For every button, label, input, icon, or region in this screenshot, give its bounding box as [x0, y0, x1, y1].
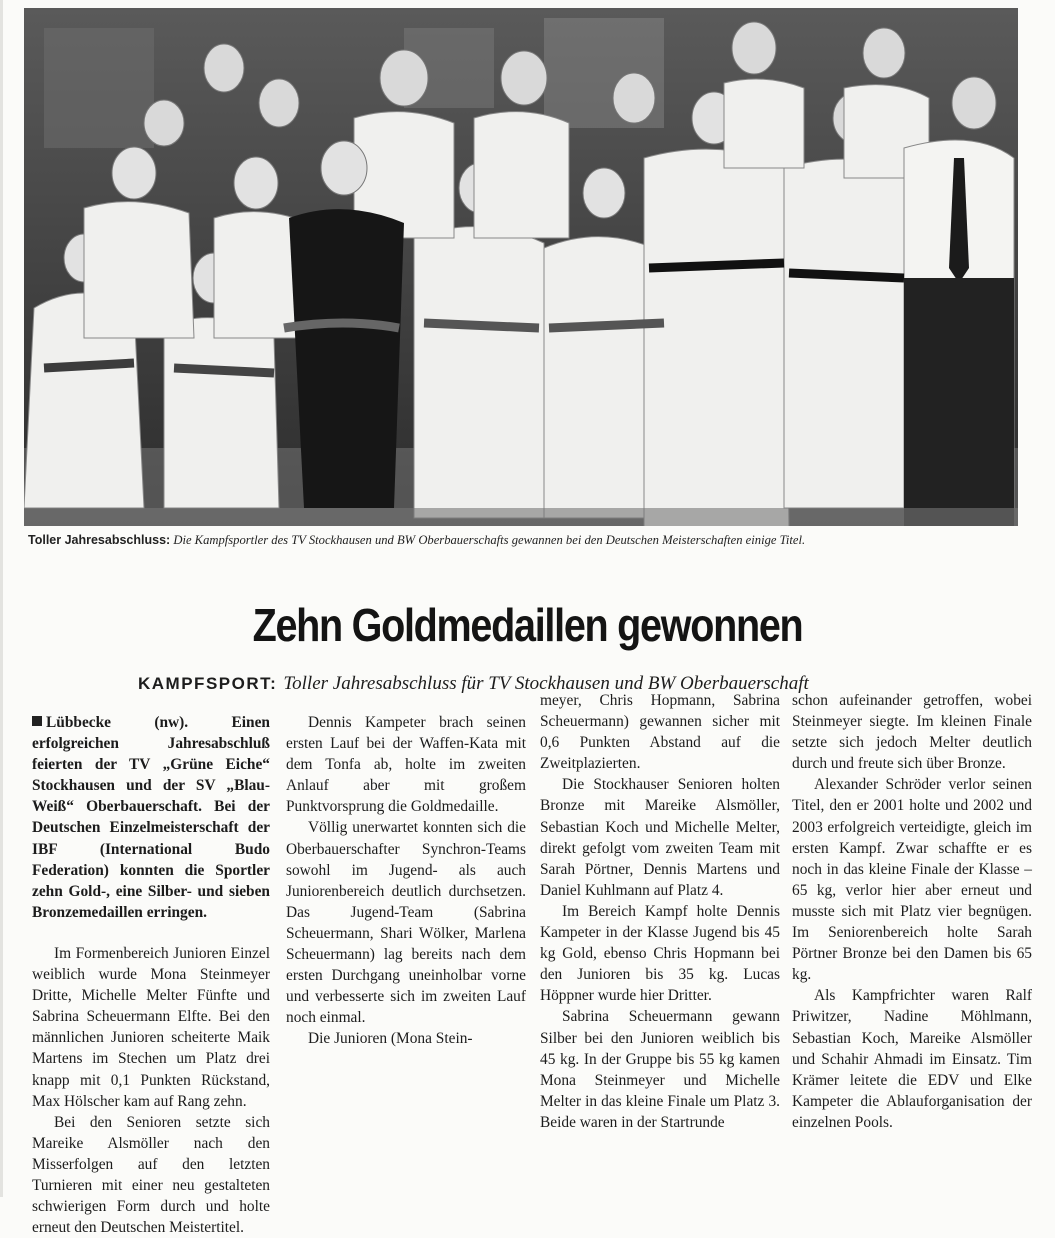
photo-illustration	[24, 8, 1018, 526]
kicker-keyword: KAMPFSPORT:	[138, 674, 278, 693]
article-column-3	[540, 690, 780, 1133]
paragraph: Die Stockhauser Senioren holten Bronze mit Mareike Alsmöller, Sebastian Koch und Michelle Melter, direkt gefolgt vom zweiten Team mit Sarah Pörtner, Dennis Martens und Daniel Kuhlmann auf Platz 4.	[540, 776, 780, 899]
paragraph: Als Kampfrichter waren Ralf Priwitzer, Nadine Möhlmann, Sebastian Koch, Mareike Alsmöller und Schahir Ahmadi im Einsatz. Tim Krämer leitete die EDV und Elke Kampeter die Ablauforganisation der einzelnen Pools.	[792, 987, 1032, 1131]
paragraph: Alexander Schröder verlor seinen Titel, den er 2001 holte und 2002 und 2003 erfolgreich verteidigte, gleich im ersten Kampf. Zwar schaffte er es noch in das kleine Finale der Klasse – 65 kg, verlor hier aber erneut und musste sich mit Platz vier begnügen. Im Seniorenbereich holte Sarah Pörtner Bronze bei den Damen bis 65 kg.	[792, 776, 1032, 984]
caption-text: Die Kampfsportler des TV Stockhausen und BW Oberbauerschafts gewannen bei den Deutschen Meisterschaften einige Titel.	[173, 533, 806, 547]
paragraph: Die Junioren (Mona Stein-	[308, 1030, 473, 1048]
paragraph: Bei den Senioren setzte sich Mareike Alsmöller nach den Misserfolgen auf den letzten Turnieren mit einer neu gestalteten schwierigen Form durch und holte erneut den Deutschen Meistertitel.	[32, 1113, 270, 1237]
paragraph: meyer, Chris Hopmann, Sabrina Scheuermann) gewannen sicher mit 0,6 Punkten Abstand auf die Zweitplazierten.	[540, 692, 780, 773]
photo-caption	[28, 530, 1018, 550]
paragraph: Sabrina Scheuermann gewann Silber bei den Junioren weiblich bis 45 kg. In der Gruppe bis 55 kg kamen Mona Steinmeyer und Michelle Melter in das kleine Finale um Platz 3. Beide waren in der Startrunde	[540, 1008, 780, 1131]
kicker-text: Toller Jahresabschluss für TV Stockhausen und BW Oberbauerschaft	[283, 673, 809, 694]
lead-text: Lübbecke (nw). Einen erfolgreichen Jahresabschluß feierten der TV „Grüne Eiche“ Stockhausen und der SV „Blau-Weiß“ Oberbauerschaft. Bei der Deutschen Einzelmeisterschaft der IBF (International Budo Federation) konnten die Sportler zehn Gold-, eine Silber- und sieben Bronzemedaillen erringen.	[32, 714, 270, 921]
bullet-square-icon	[32, 716, 42, 726]
paragraph: Völlig unerwartet konnten sich die Oberbauerschafter Synchron-Teams sowohl im Jugend- als auch Juniorenbereich deutlich durchsetzen. Das Jugend-Team (Sabrina Scheuermann, Shari Wölker, Marlena Scheuermann) lag bereits nach dem ersten Durchgang uneinholbar vorne und verbesserte sich im zweiten Lauf noch einmal.	[286, 819, 526, 1027]
article-column-1	[32, 712, 270, 1238]
group-photo	[24, 8, 1018, 526]
headline: Zehn Goldmedaillen gewonnen	[252, 599, 803, 651]
article-column-2	[286, 712, 526, 1050]
paragraph: schon aufeinander getroffen, wobei Steinmeyer siegte. Im kleinen Finale setzte sich jedoch Melter deutlich durch und freute sich über Bronze.	[792, 692, 1032, 773]
article-column-4	[792, 690, 1032, 1133]
article-lead	[32, 712, 270, 923]
paragraph: Im Formenbereich Junioren Einzel weiblich wurde Mona Steinmeyer Dritte, Michelle Melter Fünfte und Sabrina Scheuermann Elfte. Bei den männlichen Junioren scheiterte Maik Martens im Stechen um Platz drei knapp mit 0,1 Punkten Rückstand, Max Hölscher kam auf Rang zehn.	[32, 944, 270, 1110]
paragraph: Dennis Kampeter brach seinen ersten Lauf bei der Waffen-Kata mit dem Tonfa ab, holte im zweiten Anlauf aber mit großem Punktvorsprung die Goldmedaille.	[286, 714, 526, 816]
caption-lead: Toller Jahresabschluss:	[28, 533, 171, 547]
paragraph: Im Bereich Kampf holte Dennis Kampeter in der Klasse Jugend bis 45 kg Gold, ebenso Chris Hopmann bei den Junioren bis 35 kg. Lucas Höppner wurde hier Dritter.	[540, 902, 780, 1005]
